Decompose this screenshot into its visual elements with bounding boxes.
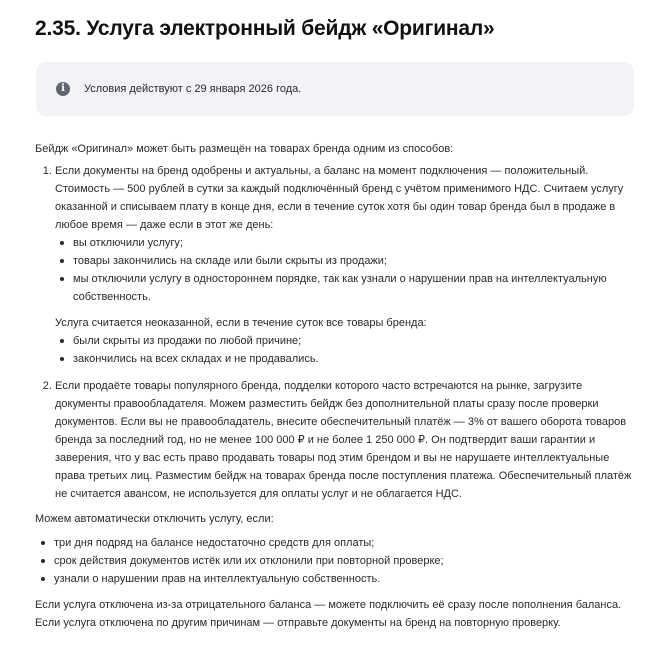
notice-text: Условия действуют с 29 января 2026 года. [84, 83, 302, 95]
list-item: три дня подряд на балансе недостаточно средств для оплаты; [54, 534, 635, 552]
list-item: срок действия документов истёк или их отклонили при повторной проверке; [54, 552, 635, 570]
unrendered-conditions-list [55, 332, 635, 368]
list-item: узнали о нарушении прав на интеллектуальную собственность. [54, 570, 635, 588]
final-paragraph: Если услуга отключена из-за отрицательного баланса — можете подключить её сразу после пополнения баланса. Если услуга отключена по другим причинам — отправьте документы на бренд на повторную проверку. [35, 599, 622, 629]
auto-off-list [35, 534, 635, 588]
info-icon: i [56, 82, 70, 96]
list-item: мы отключили услугу в одностороннем порядке, так как узнали о нарушении прав на интеллектуальную собственность. [73, 270, 635, 306]
auto-off-intro: Можем автоматически отключить услугу, если: [35, 513, 274, 525]
article-body [35, 140, 635, 632]
list-item: закончились на всех складах и не продавались. [73, 350, 635, 368]
intro-text: Бейдж «Оригинал» может быть размещён на товарах бренда одним из способов: [35, 143, 454, 155]
list-item: вы отключили услугу; [73, 234, 635, 252]
method-item [55, 377, 635, 503]
charge-conditions-list [55, 234, 635, 306]
method-text: Если продаёте товары популярного бренда, подделки которого часто встречаются на рынке, загрузите документы правообладателя. Можем разместить бейдж без дополнительной платы сразу после проверки документов. Если вы не правообладатель, внесите обеспечительный платёж — 3% от вашего оборота товаров бренда за последний год, но не менее 100 000 ₽ и не более 1 250 000 ₽. Он подтвердит ваши гарантии и заверения, что у вас есть право продавать товары под этим брендом и вы не нарушаете интеллектуальные права третьих лиц. Разместим бейдж на товарах бренда после поступления платежа. Обеспечительный платёж не считается авансом, не используется для оплаты услуг и не облагается НДС. [55, 380, 632, 500]
list-item: были скрыты из продажи по любой причине; [73, 332, 635, 350]
list-item: товары закончились на складе или были скрыты из продажи; [73, 252, 635, 270]
methods-list [35, 162, 635, 503]
unrendered-note: Услуга считается неоказанной, если в течение суток все товары бренда: [55, 317, 427, 329]
method-item [55, 162, 635, 368]
method-text: Если документы на бренд одобрены и актуальны, а баланс на момент подключения — положительный. Стоимость — 500 рублей в сутки за каждый подключённый бренд с учётом применимого НДС. Считаем услугу оказанной и списываем плату в конце дня, если в течение суток хотя бы один товар бренда был в продаже в любое время — даже если в этот же день: [55, 165, 624, 231]
page-title: 2.35. Услуга электронный бейдж «Оригинал» [35, 17, 495, 40]
info-notice [36, 62, 634, 116]
